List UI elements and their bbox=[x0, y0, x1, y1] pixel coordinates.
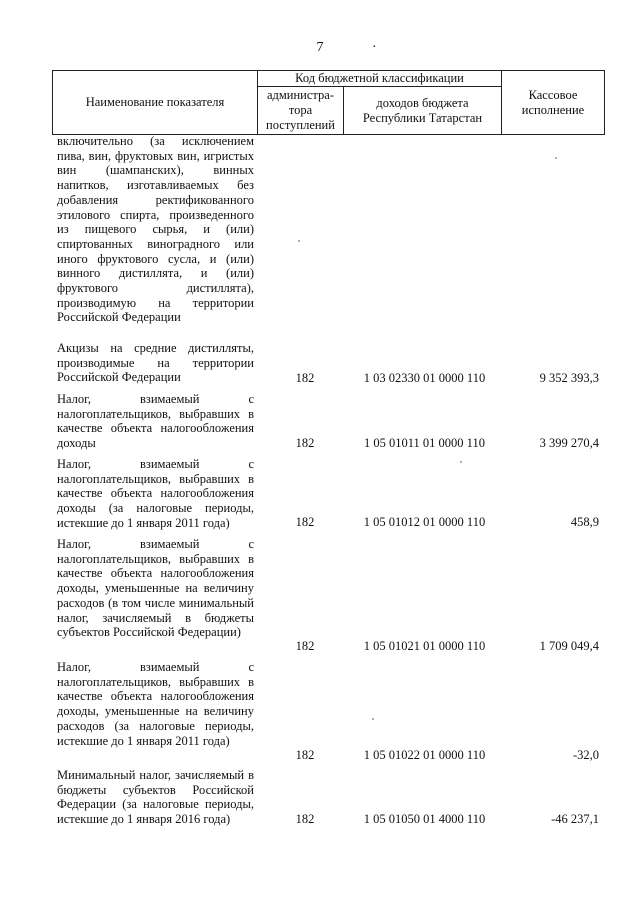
row-value: 3 399 270,4 bbox=[539, 436, 599, 450]
row-income-code: 1 05 01012 01 0000 110 bbox=[363, 515, 486, 529]
header-income-column: доходов бюджета Республики Татарстан bbox=[344, 87, 502, 135]
scan-speck bbox=[555, 157, 557, 159]
row-name: Налог, взимаемый с налогоплательщиков, выбравших в качестве объекта налогообложения доходы, уменьшенные на величину расходов (за налоговые периоды, истекшие до 1 января 2011 года) bbox=[57, 660, 254, 748]
header-code-group: Код бюджетной классификации bbox=[258, 71, 502, 87]
scan-speck bbox=[372, 718, 374, 720]
header-exec-column: Кассовое исполнение bbox=[502, 71, 605, 135]
row-income-code: 1 03 02330 01 0000 110 bbox=[363, 371, 486, 385]
row-admin-code: 182 bbox=[295, 639, 315, 653]
row-name: Налог, взимаемый с налогоплательщиков, выбравших в качестве объекта налогообложения доходы, уменьшенные на величину расходов (в том числе минимальный налог, зачисляемый в бюджеты субъектов Российской Федерации) bbox=[57, 537, 254, 640]
row-admin-code: 182 bbox=[295, 812, 315, 826]
row-income-code: 1 05 01022 01 0000 110 bbox=[363, 748, 486, 762]
row-income-code: 1 05 01011 01 0000 110 bbox=[364, 436, 485, 450]
table-header bbox=[52, 70, 605, 135]
row-name: Налог, взимаемый с налогоплательщиков, выбравших в качестве объекта налогообложения доходы (за налоговые периоды, истекшие до 1 января 2011 года) bbox=[57, 457, 254, 530]
row-value: -32,0 bbox=[572, 748, 599, 762]
row-income-code: 1 05 01021 01 0000 110 bbox=[363, 639, 486, 653]
row-admin-code: 182 bbox=[295, 436, 315, 450]
continuation-text: включительно (за исключением пива, вин, фруктовых вин, игристых вин (шампанских), винных напитков, изготавливаемых без добавления ректификованного этилового спирта, произведенного из пищевого сырья, и (или) спиртованных виноградного или иного фруктового сусла, и (или) винного дистиллята, и (или) фруктового дистиллята), производимую на территории Российской Федерации bbox=[57, 134, 254, 325]
row-name: Налог, взимаемый с налогоплательщиков, выбравших в качестве объекта налогообложения доходы bbox=[57, 392, 254, 451]
header-name-column: Наименование показателя bbox=[53, 71, 258, 135]
scan-speck bbox=[298, 240, 300, 242]
row-name: Акцизы на средние дистилляты, производимые на территории Российской Федерации bbox=[57, 341, 254, 385]
row-value: -46 237,1 bbox=[551, 812, 599, 826]
row-income-code: 1 05 01050 01 4000 110 bbox=[363, 812, 486, 826]
row-value: 9 352 393,3 bbox=[539, 371, 599, 385]
row-admin-code: 182 bbox=[295, 371, 315, 385]
row-admin-code: 182 bbox=[295, 515, 315, 529]
row-name: Минимальный налог, зачисляемый в бюджеты субъектов Российской Федерации (за налоговые периоды, истекшие до 1 января 2016 года) bbox=[57, 768, 254, 827]
page-number: 7 bbox=[316, 40, 324, 55]
scan-speck bbox=[460, 461, 462, 463]
row-admin-code: 182 bbox=[295, 748, 315, 762]
row-value: 458,9 bbox=[570, 515, 599, 529]
page-mark: · bbox=[372, 40, 377, 55]
header-admin-column: администра-тора поступлений bbox=[258, 87, 344, 135]
row-value: 1 709 049,4 bbox=[539, 639, 599, 653]
